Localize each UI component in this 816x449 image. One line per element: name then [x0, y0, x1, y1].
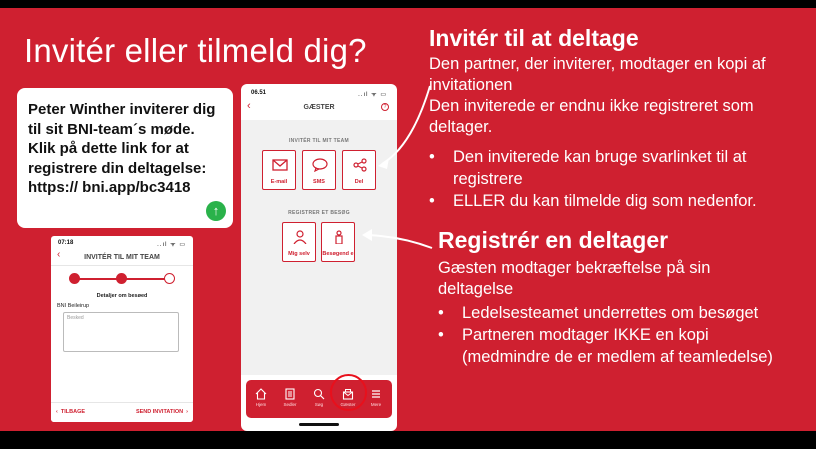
bullet-item: • Partneren modtager IKKE en kopi (medmindre de er medlem af teamledelse) — [438, 324, 783, 368]
bullet-item: • Den inviterede kan bruge svarlinket til at registrere — [429, 146, 809, 190]
status-icons: ..ıl ᯤ ▭ — [157, 242, 186, 248]
sms-text: Peter Winther inviterer dig til sit BNI-team´s møde. Klik på dette link for at registrere din deltagelse: https:// bni.app/bc3418 — [28, 101, 216, 196]
send-label: SEND INVITATION — [135, 409, 184, 415]
tab-label: Mere — [370, 402, 382, 407]
chapter-label: BNI Beileirup — [57, 303, 90, 309]
arrow-up-icon[interactable]: ↑ — [206, 201, 226, 221]
back-button[interactable]: ‹ TILBAGE — [56, 409, 86, 415]
status-time: 07:18 — [58, 240, 74, 246]
bullet-item: • Ledelsesteamet underrettes om besøget — [438, 302, 783, 324]
details-title: Detaljer om besøed — [96, 293, 148, 299]
register-text: Gæsten modtager bekræftelse på sin deltagelse — [438, 259, 711, 298]
back-label: TILBAGE — [60, 409, 86, 415]
tile-label: SMS — [313, 179, 325, 185]
chevron-left-icon[interactable]: ‹ — [247, 100, 251, 112]
invite-heading: Invitér til at deltage — [429, 25, 639, 51]
invite-text-2: Den inviterede er endnu ikke registreret som deltager. — [429, 97, 754, 136]
invite-text-1: Den partner, der inviterer, modtager en kopi af invitationen — [429, 55, 766, 94]
invite-bullets — [429, 146, 809, 212]
status-icons: ..ıl ᯤ ▭ — [358, 92, 387, 98]
register-heading: Registrér en deltager — [438, 227, 669, 253]
tile-label: Del — [354, 179, 364, 185]
slide-title: Invitér eller tilmeld dig? — [24, 32, 367, 69]
screen-title: INVITÉR TIL MIT TEAM — [51, 250, 193, 266]
status-time: 06.51 — [251, 90, 267, 96]
arrowhead-register — [362, 229, 372, 241]
help-icon[interactable]: ? — [381, 103, 389, 111]
tile-label: E-mail — [270, 179, 288, 185]
tile-label: Besøgend e — [322, 251, 354, 257]
arrow-register — [366, 235, 432, 248]
slide — [0, 8, 816, 431]
section-register-title: REGISTRER ET BESØG — [288, 210, 350, 216]
tab-label: Søg — [314, 402, 324, 407]
message-textarea[interactable]: Besked — [63, 312, 179, 352]
bullet-item: • ELLER du kan tilmelde dig som nedenfor. — [429, 190, 809, 212]
screen-title: GÆSTER — [303, 104, 335, 111]
register-bullets — [438, 302, 783, 368]
send-invitation-button[interactable]: SEND INVITATION › — [135, 409, 188, 415]
tab-label: Sedler — [283, 402, 297, 407]
arrowhead-invite — [378, 158, 389, 169]
section-invite-title: INVITÉR TIL MIT TEAM — [288, 138, 350, 144]
chevron-left-icon[interactable]: ‹ — [57, 249, 61, 260]
arrow-invite — [382, 86, 430, 164]
tab-label: Gæster — [340, 402, 356, 407]
tile-label: Mig selv — [288, 251, 310, 257]
tab-label: Hjem — [255, 402, 267, 407]
